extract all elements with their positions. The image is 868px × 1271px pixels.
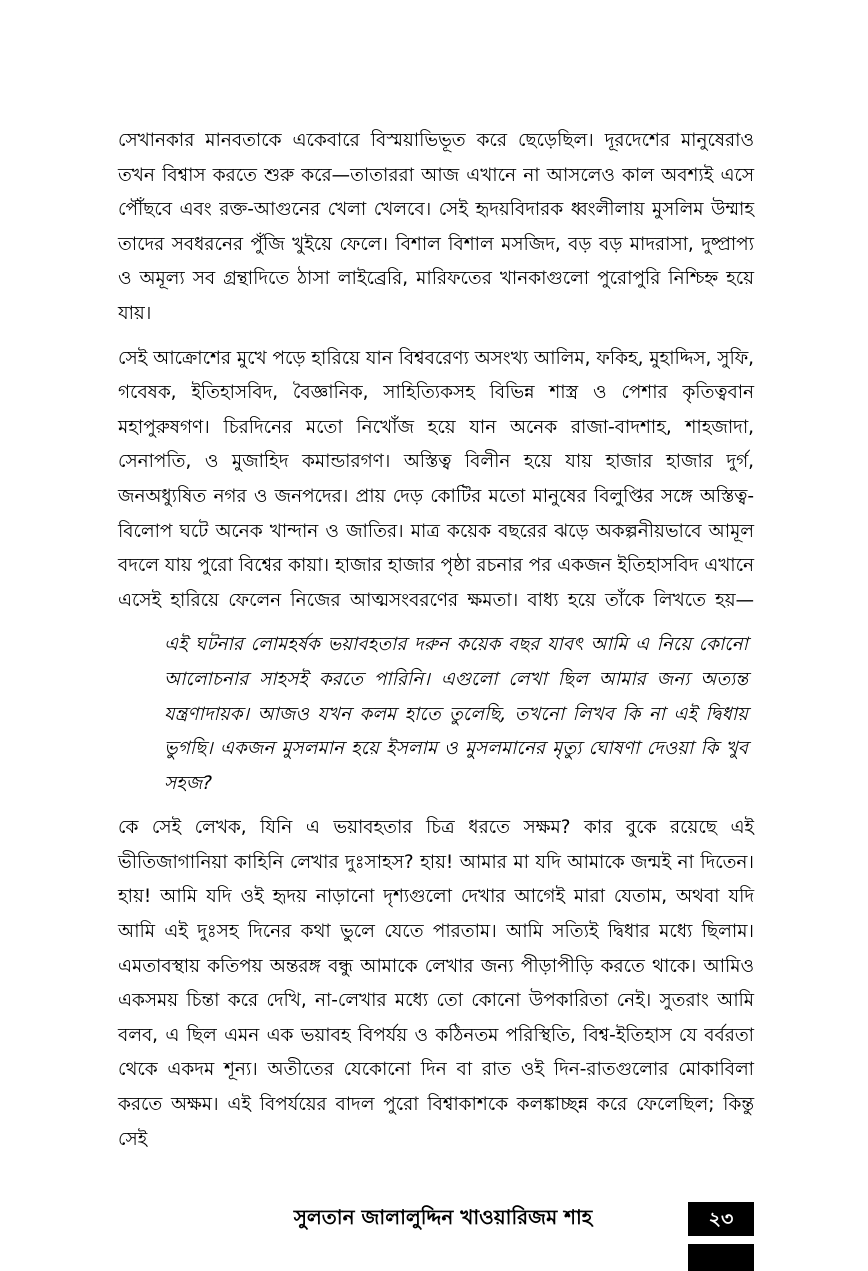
block-quote [118, 628, 754, 801]
footer-decor-bar [688, 1244, 754, 1271]
page-number: ২৩ [688, 1202, 754, 1236]
quote-text: এই ঘটনার লোমহর্ষক ভয়াবহতার দরুন কয়েক বছর যাবৎ আমি এ নিয়ে কোনো আলোচনার সাহসই করতে পারিনি। এগুলো লেখা ছিল আমার জন্য অত্যন্ত যন্ত্রণাদায়ক। আজও যখন কলম হাতে তুলেছি, তখনো লিখব কি না এই দ্বিধায় ভুগছি। একজন মুসলমান হয়ে ইসলাম ও মুসলমানের মৃত্যু ঘোষণা দেওয়া কি খুব সহজ? [164, 634, 748, 794]
paragraph-3: কে সেই লেখক, যিনি এ ভয়াবহতার চিত্র ধরতে সক্ষম? কার বুকে রয়েছে এই ভীতিজাগানিয়া কাহিনি লেখার দুঃসাহস? হায়! আমার মা যদি আমাকে জন্মই না দিতেন। হায়! আমি যদি ওই হৃদয় নাড়ানো দৃশ্যগুলো দেখার আগেই মারা যেতাম, অথবা যদি আমি এই দুঃসহ দিনের কথা ভুলে যেতে পারতাম। আমি সত্যিই দ্বিধার মধ্যে ছিলাম। এমতাবস্থায় কতিপয় অন্তরঙ্গ বন্ধু আমাকে লেখার জন্য পীড়াপীড়ি করতে থাকে। আমিও একসময় চিন্তা করে দেখি, না-লেখার মধ্যে তো কোনো উপকারিতা নেই। সুতরাং আমি বলব, এ ছিল এমন এক ভয়াবহ বিপর্যয় ও কঠিনতম পরিস্থিতি, বিশ্ব-ইতিহাস যে বর্বরতা থেকে একদম শূন্য। অতীতের যেকোনো দিন বা রাত ওই দিন-রাতগুলোর মোকাবিলা করতে অক্ষম। এই বিপর্যয়ের বাদল পুরো বিশ্বাকাশকে কলঙ্কাচ্ছন্ন করে ফেলেছিল; কিন্তু সেই [118, 817, 754, 1150]
footer-book-title: সুলতান জালালুদ্দিন খাওয়ারিজম শাহ [293, 1205, 593, 1229]
paragraph-1: সেখানকার মানবতাকে একেবারে বিস্ময়াভিভূত করে ছেড়েছিল। দূরদেশের মানুষেরাও তখন বিশ্বাস করতে শুরু করে—তাতাররা আজ এখানে না আসলেও কাল অবশ্যই এসে পৌঁছবে এবং রক্ত-আগুনের খেলা খেলবে। সেই হৃদয়বিদারক ধ্বংলীলায় মুসলিম উম্মাহ তাদের সবধরনের পুঁজি খুইয়ে ফেলে। বিশাল বিশাল মসজিদ, বড় বড় মাদরাসা, দুষ্প্রাপ্য ও অমূল্য সব গ্রন্থাদিতে ঠাসা লাইব্রেরি, মারিফতের খানকাগুলো পুরোপুরি নিশ্চিহ্ন হয়ে যায়। [118, 130, 754, 324]
paragraph-2: সেই আক্রোশের মুখে পড়ে হারিয়ে যান বিশ্ববরেণ্য অসংখ্য আলিম, ফকিহ, মুহাদ্দিস, সুফি, গবেষক, ইতিহাসবিদ, বৈজ্ঞানিক, সাহিত্যিকসহ বিভিন্ন শাস্ত্র ও পেশার কৃতিত্ববান মহাপুরুষগণ। চিরদিনের মতো নিখোঁজ হয়ে যান অনেক রাজা-বাদশাহ, শাহজাদা, সেনাপতি, ও মুজাহিদ কমান্ডারগণ। অস্তিত্ব বিলীন হয়ে যায় হাজার হাজার দুর্গ, জনঅধ্যুষিত নগর ও জনপদের। প্রায় দেড় কোটির মতো মানুষের বিলুপ্তির সঙ্গে অস্তিত্ব-বিলোপ ঘটে অনেক খান্দান ও জাতির। মাত্র কয়েক বছরের ঝড়ে অকল্পনীয়ভাবে আমূল বদলে যায় পুরো বিশ্বের কায়া। হাজার হাজার পৃষ্ঠা রচনার পর একজন ইতিহাসবিদ এখানে এসেই হারিয়ে ফেলেন নিজের আত্মসংবরণের ক্ষমতা। বাধ্য হয়ে তাঁকে লিখতে হয়— [118, 347, 754, 611]
body-text [118, 124, 754, 1167]
